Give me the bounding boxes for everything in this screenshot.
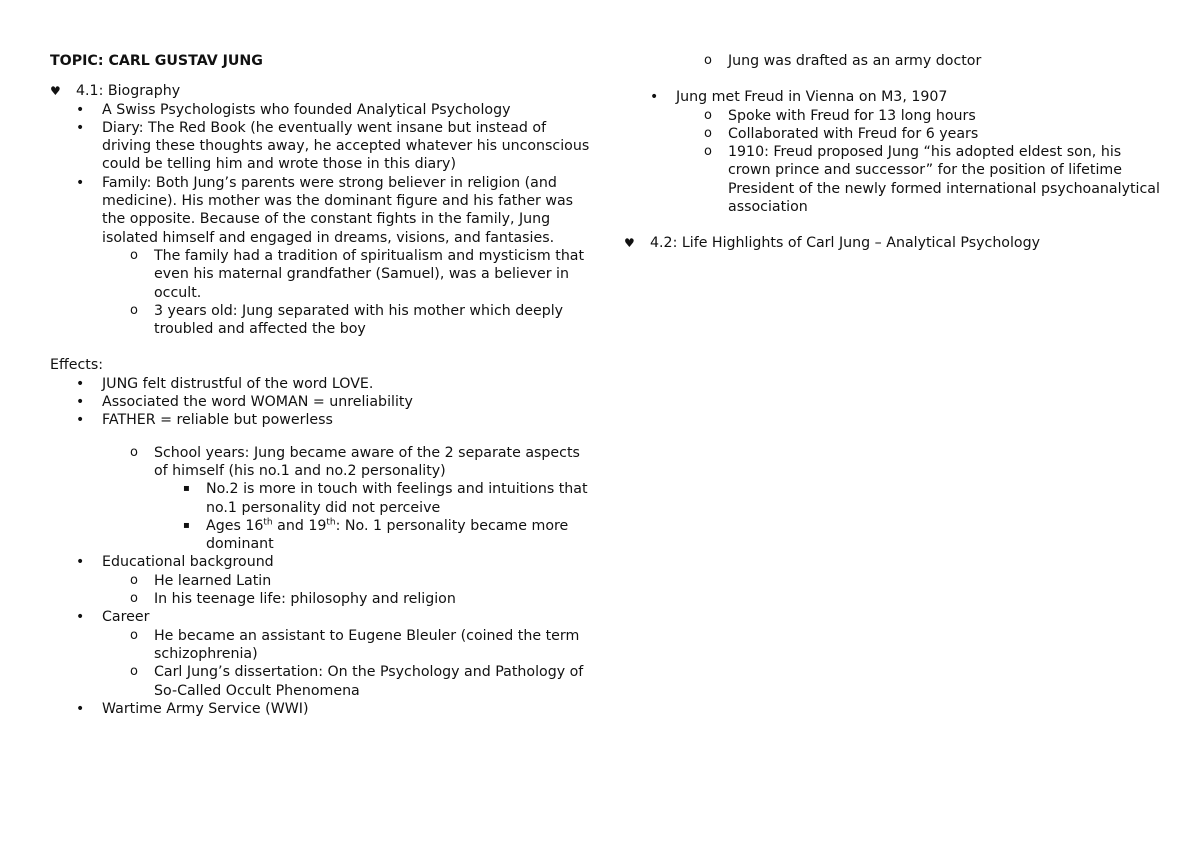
sub-list-item: o Jung was drafted as an army doctor [704,53,982,69]
bullet-icon: • [76,700,85,717]
sub-list-item: o Carl Jung’s dissertation: On the Psychology and Pathology of So-Called Occult Phenomena [130,664,584,699]
list-item: • FATHER = reliable but powerless [76,412,333,429]
sub-list-item: o The family had a tradition of spiritualism and mysticism that even his maternal grandfather (Samuel), was a believer in occult. [130,247,585,301]
circle-bullet-icon: o [704,144,712,160]
freud-list [624,88,1164,216]
sub-list-item: o He became an assistant to Eugene Bleuler (coined the term schizophrenia) [130,627,580,662]
effects-list [50,375,590,430]
list-item: • Family: Both Jung’s parents were strong believer in religion (and medicine). His mother was the dominant figure and his father was the opposite. Because of the constant fights in the family, Jung isolated himself and engaged in dreams, visions, and fantasies. [76,174,574,246]
sub-sub-list-item: ▪ No.2 is more in touch with feelings and intuitions that no.1 personality did not perceive [183,481,588,516]
circle-bullet-icon: o [130,591,138,607]
circle-bullet-icon: o [130,627,138,643]
list-item: • Diary: The Red Book (he eventually went insane but instead of driving these thoughts away, he accepted whatever his unconscious could be telling him and wrote those in this diary) [76,119,590,173]
sub-list-item: o He learned Latin [130,572,272,589]
square-bullet-icon: ▪ [183,519,190,531]
circle-bullet-icon: o [704,107,712,123]
circle-bullet-icon: o [130,572,138,588]
list-item-wartime: • Wartime Army Service (WWI) [76,700,309,717]
bullet-icon: • [76,609,85,626]
circle-bullet-icon: o [130,247,138,263]
circle-bullet-icon: o [130,664,138,680]
list-item: • Associated the word WOMAN = unreliability [76,394,413,411]
heart-bullet-icon: ♥ [50,84,61,99]
sub-sub-list-item: ▪ Ages 16th and 19th: No. 1 personality became more dominant [183,517,569,553]
spacer [50,338,590,356]
circle-bullet-icon: o [130,302,138,318]
sub-list-item: o Spoke with Freud for 13 long hours [704,107,976,124]
school-years-list [50,444,590,554]
section-life-highlights [624,234,1164,252]
sub-list-item: o 3 years old: Jung separated with his mother which deeply troubled and affected the boy [130,302,564,338]
section-heading-life-highlights: ♥ 4.2: Life Highlights of Carl Jung – Analytical Psychology [624,235,1041,252]
bullet-icon: • [650,89,659,106]
sub-list-item: o School years: Jung became aware of the 2 separate aspects of himself (his no.1 and no.2 personality) [130,444,580,479]
list-item: • JUNG felt distrustful of the word LOVE. [76,375,374,392]
page-title: TOPIC: CARL GUSTAV JUNG [50,53,263,69]
wartime-sub-list [624,52,1164,70]
list-item: • A Swiss Psychologists who founded Analytical Psychology [76,101,511,118]
circle-bullet-icon: o [130,444,138,460]
circle-bullet-icon: o [704,53,712,68]
sub-list-item: o 1910: Freud proposed Jung “his adopted eldest son, his crown prince and successor” for the position of lifetime President of the newly formed international psychoanalytical association [704,144,1160,216]
heart-bullet-icon: ♥ [624,236,635,251]
square-bullet-icon: ▪ [183,483,190,495]
bullet-icon: • [76,101,85,118]
sub-list-item: o In his teenage life: philosophy and religion [130,591,456,608]
spacer [624,70,1164,88]
bullet-icon: • [76,174,85,191]
sub-list-item: o Collaborated with Freud for 6 years [704,125,979,142]
spacer [50,430,590,444]
right-column [624,52,1164,253]
section-biography [50,82,590,338]
bullet-icon: • [76,119,85,136]
bullet-icon: • [76,554,85,571]
bullet-icon: • [76,412,85,429]
circle-bullet-icon: o [704,125,712,141]
list-item-education: • Educational background [76,554,274,571]
effects-label: Effects: [50,357,104,374]
spacer [624,216,1164,234]
bullet-icon: • [76,394,85,411]
list-item-freud: • Jung met Freud in Vienna on M3, 1907 [650,89,948,106]
left-column [50,52,590,718]
list-item-career: • Career [76,609,150,626]
section-heading-biography: ♥ 4.1: Biography [50,83,181,100]
background-list [50,553,590,718]
bullet-icon: • [76,375,85,392]
